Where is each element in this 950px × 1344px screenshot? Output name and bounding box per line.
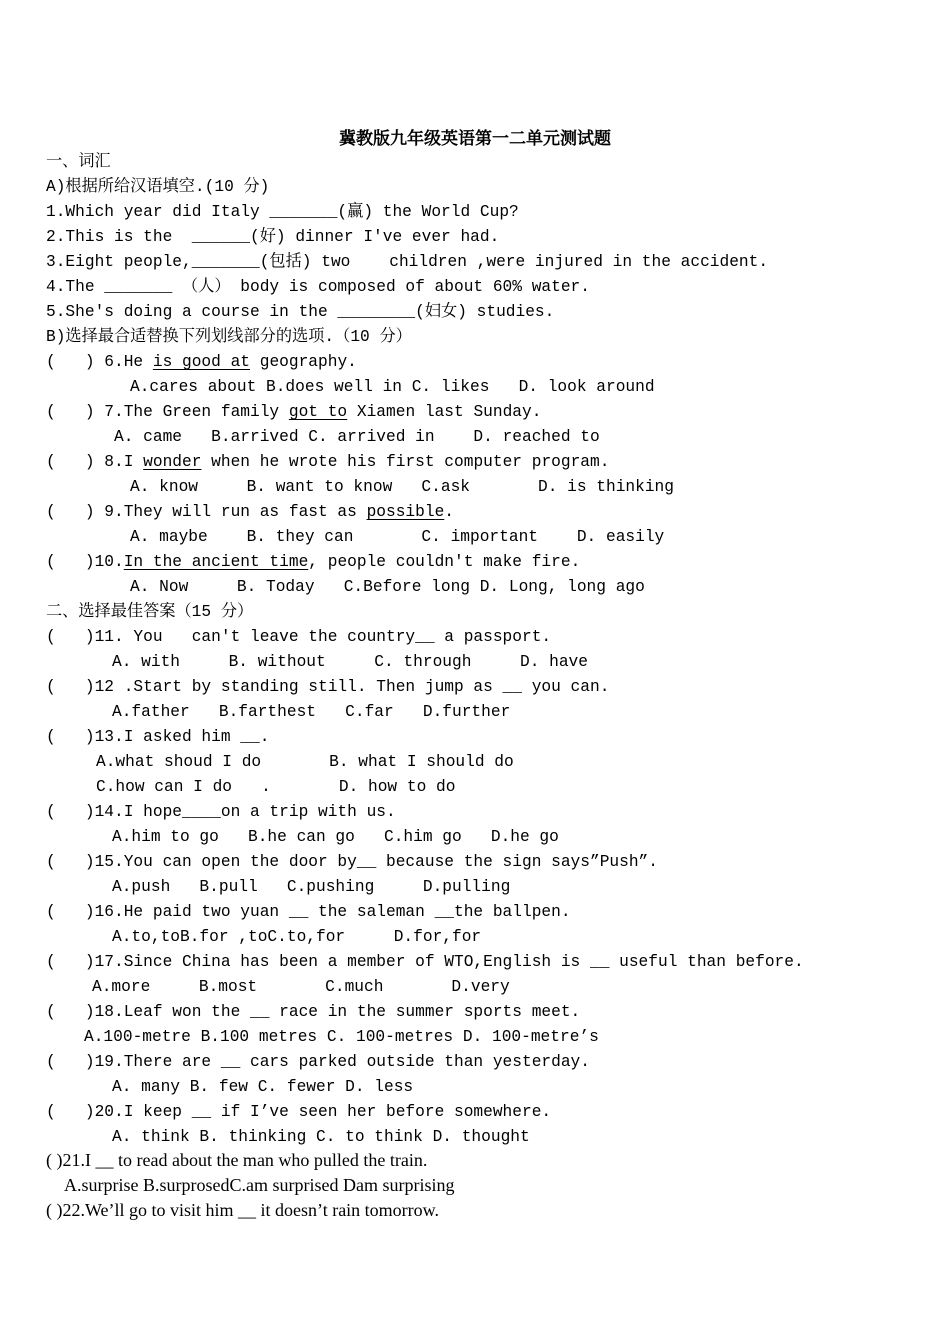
question-7 (46, 400, 541, 425)
question-21: ( )21.I __ to read about the man who pulled the train. (46, 1150, 428, 1170)
question-8-prefix: ( ) 8.I (46, 453, 144, 471)
question-1: 1.Which year did Italy _______(赢) the World Cup? (46, 203, 519, 221)
options-15: A.push B.pull C.pushing D.pulling (112, 878, 511, 896)
question-5: 5.She's doing a course in the ________(妇女) studies. (46, 303, 555, 321)
question-18: ( )18.Leaf won the __ race in the summer sports meet. (46, 1003, 581, 1021)
question-7-suffix: Xiamen last Sunday. (347, 403, 542, 421)
question-7-prefix: ( ) 7.The Green family (46, 403, 289, 421)
options-14: A.him to go B.he can go C.him go D.he go (112, 828, 559, 846)
page-title: 冀教版九年级英语第一二单元测试题 (339, 129, 611, 149)
options-7: A. came B.arrived C. arrived in D. reached to (114, 428, 600, 446)
question-4: 4.The _______ （人） body is composed of about 60% water. (46, 278, 590, 296)
options-10: A. Now B. Today C.Before long D. Long, long ago (130, 578, 645, 596)
question-17: ( )17.Since China has been a member of WTO,English is __ useful than before. (46, 953, 804, 971)
options-8: A. know B. want to know C.ask D. is thinking (130, 478, 674, 496)
question-12: ( )12 .Start by standing still. Then jump as __ you can. (46, 678, 610, 696)
section-1-heading: 一、词汇 (46, 153, 111, 171)
options-12: A.father B.farthest C.far D.further (112, 703, 511, 721)
options-19: A. many B. few C. fewer D. less (112, 1078, 414, 1096)
question-2: 2.This is the ______(好) dinner I've ever had. (46, 228, 500, 246)
question-10-suffix: , people couldn't make fire. (308, 553, 581, 571)
question-9 (46, 500, 454, 525)
question-9-prefix: ( ) 9.They will run as fast as (46, 503, 367, 521)
question-10-underlined: In the ancient time (123, 553, 309, 571)
question-6 (46, 350, 357, 375)
question-19: ( )19.There are __ cars parked outside than yesterday. (46, 1053, 590, 1071)
question-10 (46, 550, 580, 575)
options-11: A. with B. without C. through D. have (112, 653, 588, 671)
section-2-heading: 二、选择最佳答案（15 分） (46, 603, 254, 621)
question-9-suffix: . (444, 503, 455, 521)
part-b-heading: B)选择最合适替换下列划线部分的选项.（10 分） (46, 328, 412, 346)
options-17: A.more B.most C.much D.very (92, 978, 510, 996)
question-7-underlined: got to (288, 403, 348, 421)
question-8-underlined: wonder (143, 453, 202, 471)
question-9-underlined: possible (366, 503, 445, 521)
question-6-underlined: is good at (152, 353, 251, 371)
part-a-heading: A)根据所给汉语填空.(10 分) (46, 178, 270, 196)
options-20: A. think B. thinking C. to think D. thought (112, 1128, 530, 1146)
options-9: A. maybe B. they can C. important D. easily (130, 528, 665, 546)
question-6-prefix: ( ) 6.He (46, 353, 153, 371)
question-3: 3.Eight people,_______(包括) two children ,were injured in the accident. (46, 253, 769, 271)
question-15: ( )15.You can open the door by__ because the sign says”Push”. (46, 853, 658, 871)
question-6-suffix: geography. (250, 353, 357, 371)
question-8-suffix: when he wrote his first computer program. (201, 453, 610, 471)
options-13-line-2: C.how can I do . D. how to do (96, 778, 456, 796)
options-16: A.to,toB.for ,toC.to,for D.for,for (112, 928, 482, 946)
question-10-prefix: ( )10. (46, 553, 124, 571)
question-11: ( )11. You can't leave the country__ a passport. (46, 628, 552, 646)
options-13-line-1: A.what shoud I do B. what I should do (96, 753, 514, 771)
question-20: ( )20.I keep __ if I’ve seen her before somewhere. (46, 1103, 552, 1121)
options-21: A.surprise B.surprosedC.am surprised Dam surprising (64, 1175, 455, 1195)
question-16: ( )16.He paid two yuan __ the saleman __the ballpen. (46, 903, 571, 921)
question-14: ( )14.I hope____on a trip with us. (46, 803, 396, 821)
options-18: A.100-metre B.100 metres C. 100-metres D. 100-metre’s (84, 1028, 599, 1046)
options-6: A.cares about B.does well in C. likes D. look around (130, 378, 655, 396)
question-8 (46, 450, 609, 475)
question-13: ( )13.I asked him __. (46, 728, 270, 746)
question-22: ( )22.We’ll go to visit him __ it doesn’t rain tomorrow. (46, 1200, 440, 1220)
